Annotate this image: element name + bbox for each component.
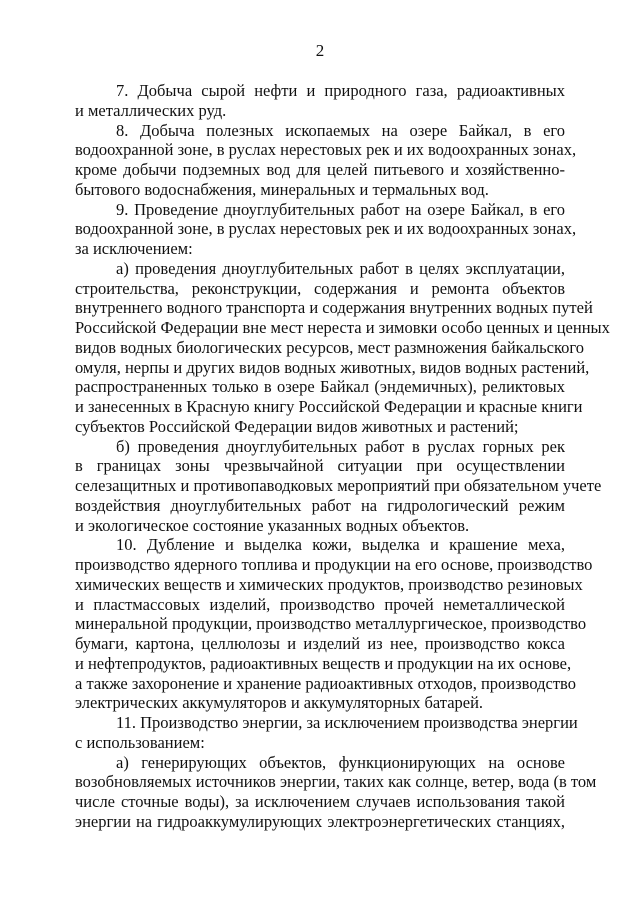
text-line: а также захоронение и хранение радиоактивных отходов, производство bbox=[75, 673, 576, 693]
text-line: за исключением: bbox=[75, 239, 193, 258]
text-line: водоохранной зоне, в руслах нерестовых рек и их водоохранных зонах, bbox=[75, 219, 577, 239]
text-line: минеральной продукции, производство металлургическое, производство bbox=[75, 614, 587, 634]
text-line: 10. Дубление и выделка кожи, выделка и крашение меха, bbox=[116, 535, 565, 555]
text-line: и пластмассовых изделий, производство прочей неметаллической bbox=[75, 594, 565, 614]
text-line: внутреннего водного транспорта и содержания внутренних водных путей bbox=[75, 298, 593, 318]
text-line: энергии на гидроаккумулирующих электроэнергетических станциях, bbox=[75, 811, 565, 831]
text-line: и экологическое состояние указанных водных объектов. bbox=[75, 515, 470, 535]
text-line: 8. Добыча полезных ископаемых на озере Байкал, в его bbox=[116, 120, 565, 140]
text-line: а) проведения дноуглубительных работ в целях эксплуатации, bbox=[116, 258, 565, 278]
text-line: производство ядерного топлива и продукции на его основе, производство bbox=[75, 555, 593, 574]
text-line: 9. Проведение дноуглубительных работ на озере Байкал, в его bbox=[116, 199, 565, 219]
text-line: электрических аккумуляторов и аккумуляторных батарей. bbox=[75, 693, 484, 713]
text-line: видов водных биологических ресурсов, мест размножения байкальского bbox=[75, 337, 585, 357]
text-line: водоохранной зоне, в руслах нерестовых рек и их водоохранных зонах, bbox=[75, 140, 577, 160]
text-line: и занесенных в Красную книгу Российской Федерации и красные книги bbox=[75, 397, 583, 416]
text-line: и металлических руд. bbox=[75, 100, 227, 120]
text-line: и нефтепродуктов, радиоактивных веществ и продукции на их основе, bbox=[75, 653, 572, 673]
text-line: б) проведения дноуглубительных работ в руслах горных рек bbox=[116, 436, 565, 456]
text-line: числе сточные воды), за исключением случаев использования такой bbox=[75, 792, 565, 811]
text-line: субъектов Российской Федерации видов животных и растений; bbox=[75, 416, 519, 436]
text-line: бытового водоснабжения, минеральных и термальных вод. bbox=[75, 179, 489, 199]
text-line: химических веществ и химических продуктов, производство резиновых bbox=[75, 574, 583, 594]
text-line: а) генерирующих объектов, функционирующих на основе bbox=[116, 752, 565, 772]
text-line: в границах зоны чрезвычайной ситуации при осуществлении bbox=[75, 456, 565, 476]
text-line: возобновляемых источников энергии, таких как солнце, ветер, вода (в том bbox=[75, 772, 597, 792]
text-line: Российской Федерации вне мест нереста и зимовки особо ценных и ценных bbox=[75, 318, 610, 337]
page-number: 2 bbox=[315, 41, 325, 60]
text-line: с использованием: bbox=[75, 732, 205, 752]
text-line: 7. Добыча сырой нефти и природного газа, радиоактивных bbox=[116, 81, 565, 100]
text-line: воздействия дноуглубительных работ на гидрологический режим bbox=[75, 495, 565, 515]
text-line: омуля, нерпы и других видов водных животных, видов водных растений, bbox=[75, 357, 590, 377]
text-line: кроме добычи подземных вод для целей питьевого и хозяйственно- bbox=[75, 160, 565, 179]
text-line: 11. Производство энергии, за исключением производства энергии bbox=[116, 713, 578, 732]
text-line: строительства, реконструкции, содержания и ремонта объектов bbox=[75, 278, 565, 298]
text-line: селезащитных и противопаводковых мероприятий при обязательном учете bbox=[75, 476, 602, 495]
text-line: бумаги, картона, целлюлозы и изделий из нее, производство кокса bbox=[75, 634, 565, 653]
text-line: распространенных только в озере Байкал (эндемичных), реликтовых bbox=[75, 377, 565, 397]
